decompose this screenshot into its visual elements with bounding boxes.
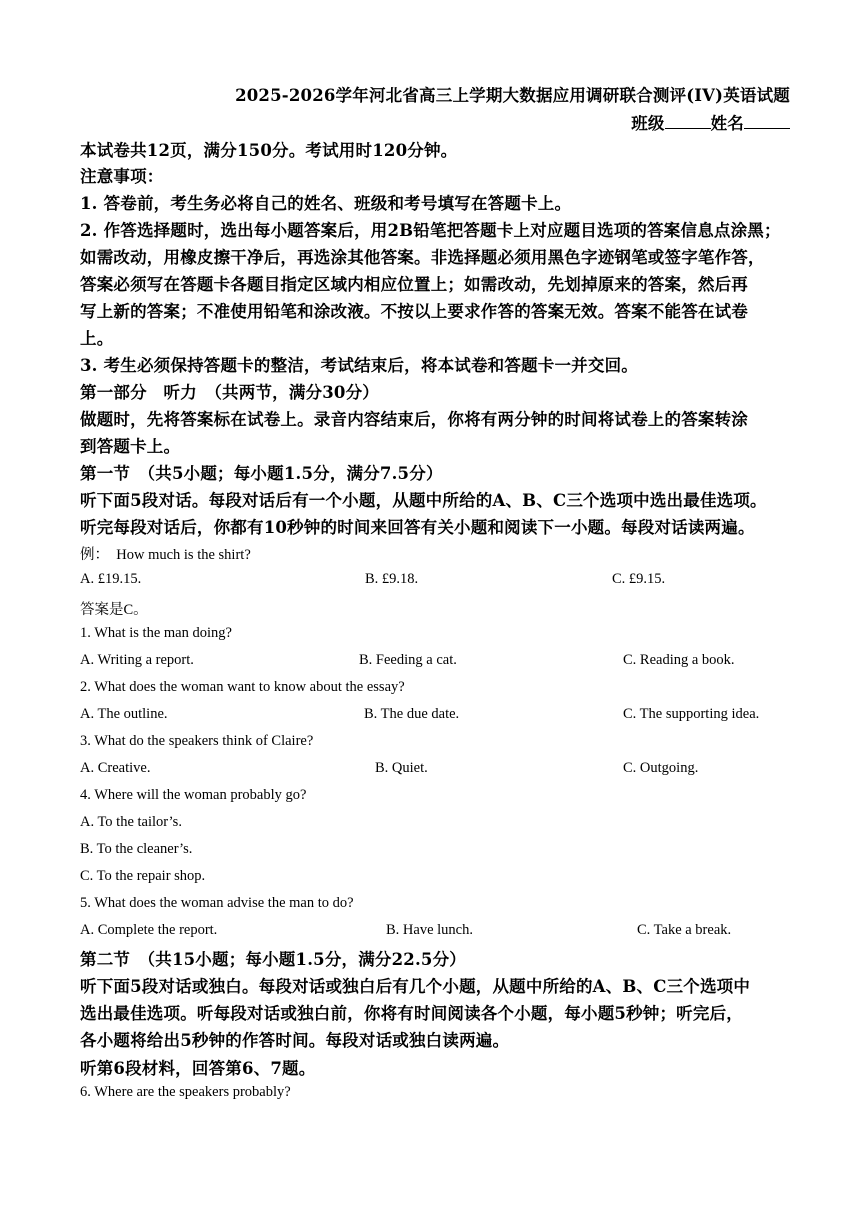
section2-desc: 听下面5段对话或独白。每段对话或独白后有几个小题，从题中所给的A、B、C三个选项中 <box>80 977 751 996</box>
q2-option-b: B. The due date. <box>364 706 460 722</box>
exam-title: 2025-2026学年河北省高三上学期大数据应用调研联合测评(IV)英语试题 <box>235 86 790 105</box>
class-blank[interactable] <box>665 114 711 129</box>
q3-option-a: A. Creative. <box>80 760 151 776</box>
example-option-b: B. £9.18. <box>365 571 419 587</box>
notice-line: 答案必须写在答题卡各题目指定区域内相应位置上；如需改动，先划掉原来的答案，然后再 <box>80 275 748 294</box>
intro-text: 本试卷共12页，满分150分。考试用时120分钟。 <box>80 141 458 160</box>
q5-option-a: A. Complete the report. <box>80 922 218 938</box>
q3-option-c: C. Outgoing. <box>623 760 699 776</box>
notice-line: 如需改动，用橡皮擦干净后，再选涂其他答案。非选择题必须用黑色字迹钢笔或签字笔作答， <box>80 248 765 267</box>
q2-option-a: A. The outline. <box>80 706 168 722</box>
section1-desc: 听下面5段对话。每段对话后有一个小题，从题中所给的A、B、C三个选项中选出最佳选项。 <box>80 491 767 510</box>
example-option-c: C. £9.15. <box>612 571 666 587</box>
part1-desc: 到答题卡上。 <box>80 437 181 456</box>
class-name-fields <box>631 110 790 134</box>
question-6: 6. Where are the speakers probably? <box>80 1084 291 1100</box>
name-label: 姓名 <box>710 114 744 133</box>
q2-option-c: C. The supporting idea. <box>623 706 760 722</box>
notice-line: 写上新的答案；不准使用铅笔和涂改液。不按以上要求作答的答案无效。答案不能答在试卷 <box>80 302 748 321</box>
question-5: 5. What does the woman advise the man to do? <box>80 895 354 911</box>
notice-line: 2. 作答选择题时，选出每小题答案后，用2B铅笔把答题卡上对应题目选项的答案信息点涂黑； <box>80 221 781 240</box>
q4-option-a: A. To the tailor’s. <box>80 814 182 830</box>
section1-desc: 听完每段对话后，你都有10秒钟的时间来回答有关小题和阅读下一小题。每段对话读两遍。 <box>80 518 755 537</box>
q1-option-a: A. Writing a report. <box>80 652 194 668</box>
section1-title: 第一节 （共5小题；每小题1.5分，满分7.5分） <box>80 464 443 483</box>
part1-title: 第一部分 听力 （共两节，满分30分） <box>80 383 380 402</box>
notice-line: 上。 <box>80 329 114 348</box>
section2-desc: 选出最佳选项。听每段对话或独白前，你将有时间阅读各个小题，每小题5秒钟；听完后， <box>80 1004 743 1023</box>
part1-desc: 做题时，先将答案标在试卷上。录音内容结束后，你将有两分钟的时间将试卷上的答案转涂 <box>80 410 748 429</box>
q5-option-b: B. Have lunch. <box>386 922 473 938</box>
question-4: 4. Where will the woman probably go? <box>80 787 307 803</box>
section2-title: 第二节 （共15小题；每小题1.5分，满分22.5分） <box>80 950 467 969</box>
question-3: 3. What do the speakers think of Claire? <box>80 733 314 749</box>
q1-option-c: C. Reading a book. <box>623 652 735 668</box>
example-answer: 答案是C。 <box>80 602 148 618</box>
q1-option-b: B. Feeding a cat. <box>359 652 457 668</box>
question-2: 2. What does the woman want to know about the essay? <box>80 679 405 695</box>
q5-option-c: C. Take a break. <box>637 922 732 938</box>
q4-option-c: C. To the repair shop. <box>80 868 206 884</box>
q3-option-b: B. Quiet. <box>375 760 428 776</box>
class-label: 班级 <box>631 114 665 133</box>
name-blank[interactable] <box>744 114 790 129</box>
notice-line: 1. 答卷前，考生务必将自己的姓名、班级和考号填写在答题卡上。 <box>80 194 572 213</box>
section2-sub: 听第6段材料，回答第6、7题。 <box>80 1059 316 1078</box>
section2-desc: 各小题将给出5秒钟的作答时间。每段对话或独白读两遍。 <box>80 1031 510 1050</box>
question-1: 1. What is the man doing? <box>80 625 232 641</box>
example-option-a: A. £19.15. <box>80 571 142 587</box>
notice-line: 3. 考生必须保持答题卡的整洁，考试结束后，将本试卷和答题卡一并交回。 <box>80 356 638 375</box>
notice-title: 注意事项： <box>80 167 164 186</box>
example-question: 例： How much is the shirt? <box>80 547 251 563</box>
q4-option-b: B. To the cleaner’s. <box>80 841 193 857</box>
